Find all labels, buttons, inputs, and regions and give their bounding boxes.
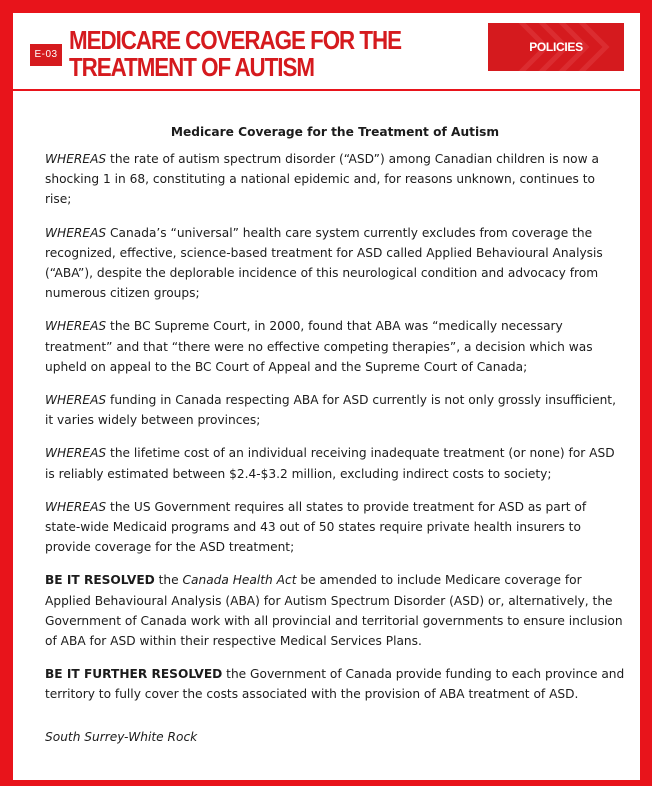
policy-code-badge: E-03 [30, 44, 62, 66]
whereas-keyword: WHEREAS [45, 152, 107, 166]
resolved-text-pre: the [154, 573, 183, 588]
whereas-clause [45, 149, 625, 210]
whereas-clause [45, 443, 625, 483]
resolution-text [45, 122, 625, 760]
whereas-keyword: WHEREAS [45, 499, 107, 514]
further-resolved-clause [45, 664, 625, 704]
whereas-clause [45, 390, 625, 430]
document-panel [13, 91, 640, 780]
document-heading: Medicare Coverage for the Treatment of Autism [170, 125, 500, 139]
whereas-clause [45, 223, 625, 304]
whereas-keyword: WHEREAS [45, 225, 107, 240]
whereas-keyword: WHEREAS [45, 319, 107, 334]
page-title: MEDICARE COVERAGE FOR THE TREATMENT OF AUTISM [69, 25, 401, 82]
resolved-clause [45, 570, 625, 651]
whereas-text: the US Government requires all states to provide treatment for ASD as part of state-wide Medicaid programs and 43 out of 50 states require private health insurers to provide coverage for the ASD treatment; [45, 499, 587, 555]
further-resolved-keyword: BE IT FURTHER RESOLVED [45, 667, 223, 682]
whereas-text: the lifetime cost of an individual receiving inadequate treatment (or none) for ASD is reliably estimated between $2.4-$3.2 million, excluding indirect costs to society; [45, 446, 615, 481]
act-name: Canada Health Act [182, 573, 297, 588]
whereas-text: funding in Canada respecting ABA for ASD currently is not only grossly insufficient, it varies widely between provinces; [45, 393, 616, 428]
whereas-keyword: WHEREAS [45, 393, 107, 408]
section-label: POLICIES [529, 40, 583, 54]
further-resolved-text: the Government of Canada provide funding to each province and territory to fully cover the costs associated with the provision of ABA treatment of ASD. [45, 667, 625, 702]
whereas-text: Canada’s “universal” health care system currently excludes from coverage the recognized, effective, science-based treatment for ASD called Applied Behavioural Analysis (“ABA”), despite the deplorable incidence of this neurological condition and advocacy from numerous citizen groups; [45, 225, 603, 301]
riding-signature: South Surrey-White Rock [45, 729, 198, 744]
whereas-clause [45, 316, 625, 377]
header-bar [13, 13, 640, 89]
whereas-keyword: WHEREAS [45, 446, 107, 461]
whereas-clause [45, 497, 625, 558]
section-badge [488, 23, 624, 71]
resolved-keyword: BE IT RESOLVED [45, 573, 155, 588]
resolved-text: be amended to include Medicare coverage for Applied Behavioural Analysis (ABA) for Autism Spectrum Disorder (ASD) or, alternatively, the Government of Canada work with all provincial and territorial governments to ensure inclusion of ABA for ASD within their respective Medical Services Plans. [45, 573, 623, 649]
whereas-text: the BC Supreme Court, in 2000, found that ABA was “medically necessary treatment” and that “there were no effective competing therapies”, a decision which was upheld on appeal to the BC Court of Appeal and the Supreme Court of Canada; [45, 319, 593, 374]
whereas-text: the rate of autism spectrum disorder (“ASD”) among Canadian children is now a shocking 1 in 68, constituting a national epidemic and, for reasons unknown, continues to rise; [45, 152, 599, 207]
